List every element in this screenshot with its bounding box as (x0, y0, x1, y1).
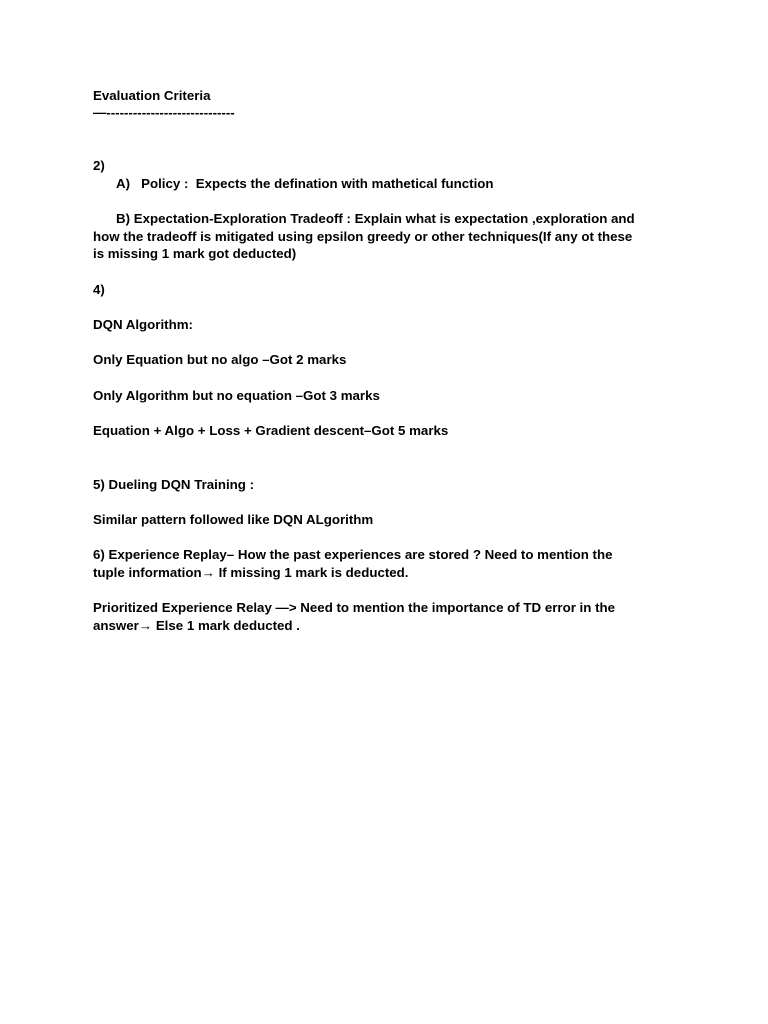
question-2-part-b-line-3: is missing 1 mark got deducted) (93, 246, 297, 261)
question-4-number: 4) (93, 282, 105, 297)
question-2-number: 2) (93, 158, 105, 173)
title-underline: —----------------------------- (93, 105, 235, 120)
criteria-item-full-answer: Equation + Algo + Loss + Gradient descent–Got 5 marks (93, 423, 449, 438)
question-2-part-b-line-1: B) Expectation-Exploration Tradeoff : Explain what is expectation ,exploration and (116, 211, 635, 226)
question-6-line-2: tuple information→ If missing 1 mark is deducted. (93, 565, 409, 580)
question-6-line-1: 6) Experience Replay– How the past experiences are stored ? Need to mention the (93, 547, 613, 562)
question-5-text: Similar pattern followed like DQN ALgorithm (93, 512, 374, 527)
prioritized-replay-line-2: answer→ Else 1 mark deducted . (93, 618, 300, 633)
criteria-item-equation-only: Only Equation but no algo –Got 2 marks (93, 352, 347, 367)
question-2-part-a: A) Policy : Expects the defination with mathetical function (116, 176, 494, 191)
prioritized-replay-line-1: Prioritized Experience Relay —> Need to mention the importance of TD error in the (93, 600, 616, 615)
question-5-heading: 5) Dueling DQN Training : (93, 477, 255, 492)
criteria-item-algorithm-only: Only Algorithm but no equation –Got 3 marks (93, 388, 380, 403)
dqn-algorithm-heading: DQN Algorithm: (93, 317, 193, 332)
document-title: Evaluation Criteria (93, 88, 211, 103)
question-2-part-b-line-2: how the tradeoff is mitigated using epsilon greedy or other techniques(If any ot these (93, 229, 633, 244)
